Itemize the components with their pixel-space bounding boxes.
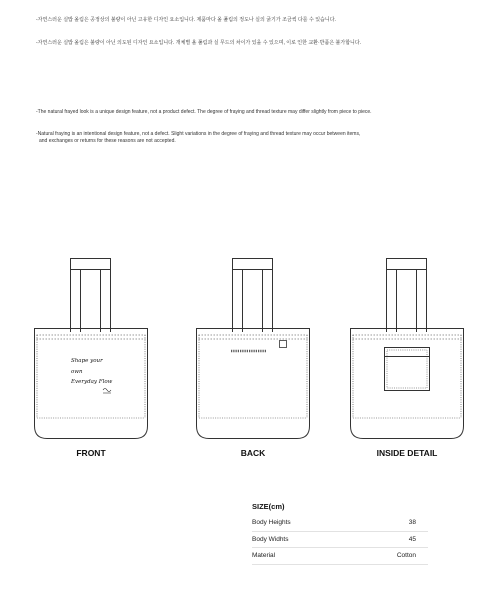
front-print-line3: Everyday Flow xyxy=(71,379,113,385)
size-table xyxy=(252,515,428,565)
inner-pocket xyxy=(385,348,430,391)
caption-back: BACK xyxy=(240,448,266,458)
size-row xyxy=(252,531,428,548)
inside-detail-bag-illustration xyxy=(350,258,464,440)
size-row-label: Material xyxy=(252,548,349,565)
doodle-icon xyxy=(103,389,111,394)
size-row xyxy=(252,515,428,531)
caption-inside-detail: INSIDE DETAIL xyxy=(376,448,438,458)
size-row-value: 45 xyxy=(349,531,428,548)
caption-front: FRONT xyxy=(76,448,106,458)
front-print-line2: own xyxy=(71,369,83,375)
note-english-2-line2: and exchanges or returns for these reasons are not accepted. xyxy=(39,137,176,144)
note-english-2-line1: -Natural fraying is an intentional design feature, not a defect. Slight variations in the degree of fraying and thread texture may occur between items, xyxy=(36,131,361,137)
size-row-value: Cotton xyxy=(349,548,428,565)
size-title: SIZE(cm) xyxy=(252,502,285,511)
note-english-2 xyxy=(36,131,360,144)
note-english-1: -The natural frayed look is a unique design feature, not a product defect. The degree of fraying and thread texture may differ slightly from piece to piece. xyxy=(36,109,372,115)
size-row-label: Body Heights xyxy=(252,515,349,531)
front-print xyxy=(70,358,113,393)
size-row xyxy=(252,548,428,565)
label-tag-icon xyxy=(280,341,287,348)
size-row-label: Body Widhts xyxy=(252,531,349,548)
note-korean-1: -자연스러운 실밥 올림은 공정상의 불량이 아닌 고유한 디자인 요소입니다. 제품마다 올 풀림의 정도나 실의 굵기가 조금씩 다를 수 있습니다. xyxy=(36,17,336,23)
note-korean-2: -자연스러운 실밥 올림은 불량이 아닌 의도된 디자인 요소입니다. 개체별 올 풀림과 실 무드의 차이가 있을 수 있으며, 이로 인한 교환·반품은 불가합니다. xyxy=(36,40,362,46)
front-print-line1: Shape your xyxy=(71,358,103,364)
front-bag-illustration xyxy=(34,258,148,440)
size-row-value: 38 xyxy=(349,515,428,531)
back-bag-illustration xyxy=(196,258,310,440)
